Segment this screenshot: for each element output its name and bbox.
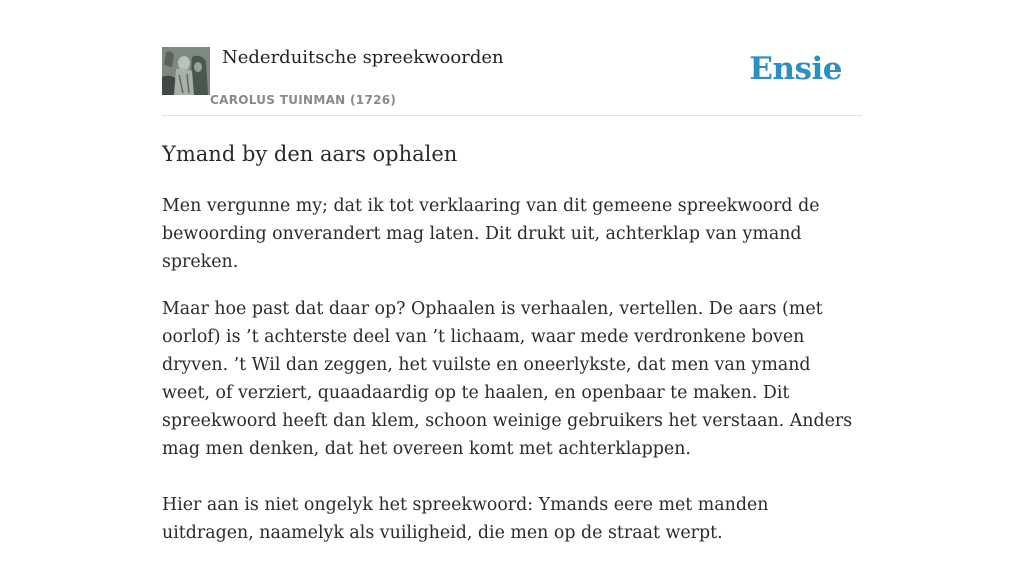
entry-body bbox=[162, 192, 862, 566]
source-header bbox=[162, 0, 862, 116]
paragraph: Men vergunne my; dat ik tot verklaaring van dit gemeene spreekwoord de bewoording onverandert mag laten. Dit drukt uit, achterklap van ymand spreken. bbox=[162, 196, 820, 272]
page-title: Ymand by den aars ophalen bbox=[162, 142, 458, 166]
paragraph: Hier aan is niet ongelyk het spreekwoord: Ymands eere met manden uitdragen, naamelyk als vuiligheid, die men op de straat werpt. bbox=[162, 495, 769, 543]
brand-logo[interactable]: Ensie bbox=[749, 51, 842, 87]
avatar[interactable] bbox=[162, 47, 210, 95]
author-label[interactable]: CAROLUS TUINMAN (1726) bbox=[210, 93, 397, 107]
source-title[interactable]: Nederduitsche spreekwoorden bbox=[222, 47, 504, 68]
statue-portrait-icon bbox=[162, 47, 210, 95]
paragraph: Maar hoe past dat daar op? Ophaalen is verhaalen, vertellen. De aars (met oorlof) is ’t achterste deel van ’t lichaam, waar mede verdronkene boven dryven. ’t Wil dan zeggen, het vuilste en oneerlykste, dat men van ymand weet, of verziert, quaadaardig op te haalen, en openbaar te maken. Dit spreekwoord heeft dan klem, schoon weinige gebruikers het verstaan. Anders mag men denken, dat het overeen komt met achterklappen. bbox=[162, 299, 853, 459]
page-container bbox=[162, 0, 862, 543]
